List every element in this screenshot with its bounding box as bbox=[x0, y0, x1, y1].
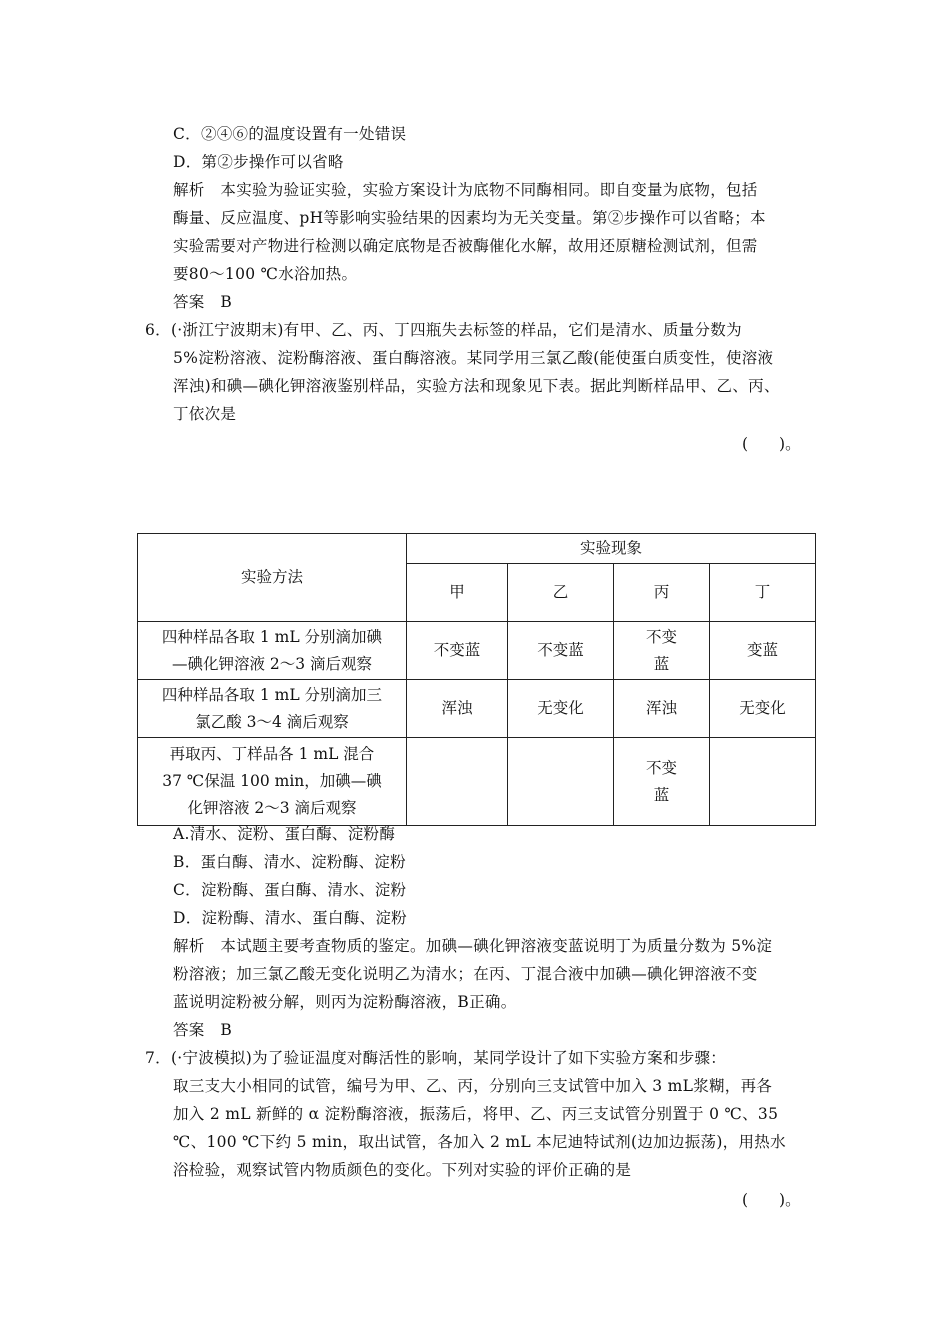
answer-blank: ( )。 bbox=[742, 1191, 801, 1209]
analysis-line: 解析 本实验为验证实验，实验方案设计为底物不同酶相同。即自变量为底物，包括 bbox=[173, 181, 758, 199]
option-d: D．第②步操作可以省略 bbox=[173, 153, 344, 171]
table-row bbox=[138, 680, 816, 738]
question-7-stem: 取三支大小相同的试管，编号为甲、乙、丙，分别向三支试管中加入 3 mL浆糊，再各 bbox=[173, 1077, 773, 1095]
method-cell: 四种样品各取 1 mL 分别滴加碘 —碘化钾溶液 2～3 滴后观察 bbox=[138, 622, 407, 680]
question-6-stem: 浑浊)和碘—碘化钾溶液鉴别样品，实验方法和现象见下表。据此判断样品甲、乙、丙、 bbox=[173, 377, 780, 395]
question-7-stem: ℃、100 ℃下约 5 min，取出试管，各加入 2 mL 本尼迪特试剂(边加边振荡)，用热水 bbox=[173, 1133, 786, 1151]
result-cell: 浑浊 bbox=[407, 680, 508, 738]
analysis-line: 蓝说明淀粉被分解，则丙为淀粉酶溶液，B正确。 bbox=[173, 993, 517, 1011]
option-c: C．②④⑥的温度设置有一处错误 bbox=[173, 125, 407, 143]
option-b: B．蛋白酶、清水、淀粉酶、淀粉 bbox=[173, 853, 406, 871]
option-c: C．淀粉酶、蛋白酶、清水、淀粉 bbox=[173, 881, 407, 899]
table-row bbox=[138, 738, 816, 826]
option-d: D．淀粉酶、清水、蛋白酶、淀粉 bbox=[173, 909, 407, 927]
option-a: A.清水、淀粉、蛋白酶、淀粉酶 bbox=[173, 825, 396, 843]
table-row bbox=[138, 622, 816, 680]
result-cell bbox=[710, 738, 816, 826]
question-6-stem: 丁依次是 bbox=[173, 405, 237, 423]
result-cell: 不变 蓝 bbox=[614, 622, 710, 680]
question-6-stem: 6．(·浙江宁波期末)有甲、乙、丙、丁四瓶失去标签的样品，它们是清水、质量分数为 bbox=[145, 321, 742, 339]
analysis-line: 要80～100 ℃水浴加热。 bbox=[173, 265, 358, 283]
method-header: 实验方法 bbox=[138, 534, 407, 622]
result-cell bbox=[508, 738, 614, 826]
result-cell: 浑浊 bbox=[614, 680, 710, 738]
question-7-stem: 浴检验，观察试管内物质颜色的变化。下列对实验的评价正确的是 bbox=[173, 1161, 632, 1179]
sample-header: 丙 bbox=[614, 564, 710, 622]
analysis-line: 粉溶液；加三氯乙酸无变化说明乙为清水；在丙、丁混合液中加碘—碘化钾溶液不变 bbox=[173, 965, 758, 983]
result-cell: 无变化 bbox=[710, 680, 816, 738]
phenomenon-header: 实验现象 bbox=[407, 534, 816, 564]
method-cell: 四种样品各取 1 mL 分别滴加三 氯乙酸 3～4 滴后观察 bbox=[138, 680, 407, 738]
result-cell bbox=[407, 738, 508, 826]
result-cell: 不变蓝 bbox=[508, 622, 614, 680]
analysis-line: 实验需要对产物进行检测以确定底物是否被酶催化水解，故用还原糖检测试剂，但需 bbox=[173, 237, 758, 255]
result-cell: 不变 蓝 bbox=[614, 738, 710, 826]
result-cell: 变蓝 bbox=[710, 622, 816, 680]
sample-header: 乙 bbox=[508, 564, 614, 622]
answer: 答案 B bbox=[173, 293, 233, 311]
result-cell: 无变化 bbox=[508, 680, 614, 738]
question-6-stem: 5%淀粉溶液、淀粉酶溶液、蛋白酶溶液。某同学用三氯乙酸(能使蛋白质变性，使溶液 bbox=[173, 349, 774, 367]
question-7-stem: 加入 2 mL 新鲜的 α 淀粉酶溶液，振荡后，将甲、乙、丙三支试管分别置于 0 ℃、35 bbox=[173, 1105, 779, 1123]
answer-blank: ( )。 bbox=[742, 435, 801, 453]
method-cell: 再取丙、丁样品各 1 mL 混合 37 ℃保温 100 min，加碘—碘 化钾溶液 2～3 滴后观察 bbox=[138, 738, 407, 826]
sample-header: 丁 bbox=[710, 564, 816, 622]
sample-header: 甲 bbox=[407, 564, 508, 622]
question-7-stem: 7．(·宁波模拟)为了验证温度对酶活性的影响，某同学设计了如下实验方案和步骤： bbox=[145, 1049, 727, 1067]
answer: 答案 B bbox=[173, 1021, 233, 1039]
experiment-table bbox=[137, 533, 816, 826]
analysis-line: 酶量、反应温度、pH等影响实验结果的因素均为无关变量。第②步操作可以省略；本 bbox=[173, 209, 766, 227]
result-cell: 不变蓝 bbox=[407, 622, 508, 680]
analysis-line: 解析 本试题主要考查物质的鉴定。加碘—碘化钾溶液变蓝说明丁为质量分数为 5%淀 bbox=[173, 937, 773, 955]
